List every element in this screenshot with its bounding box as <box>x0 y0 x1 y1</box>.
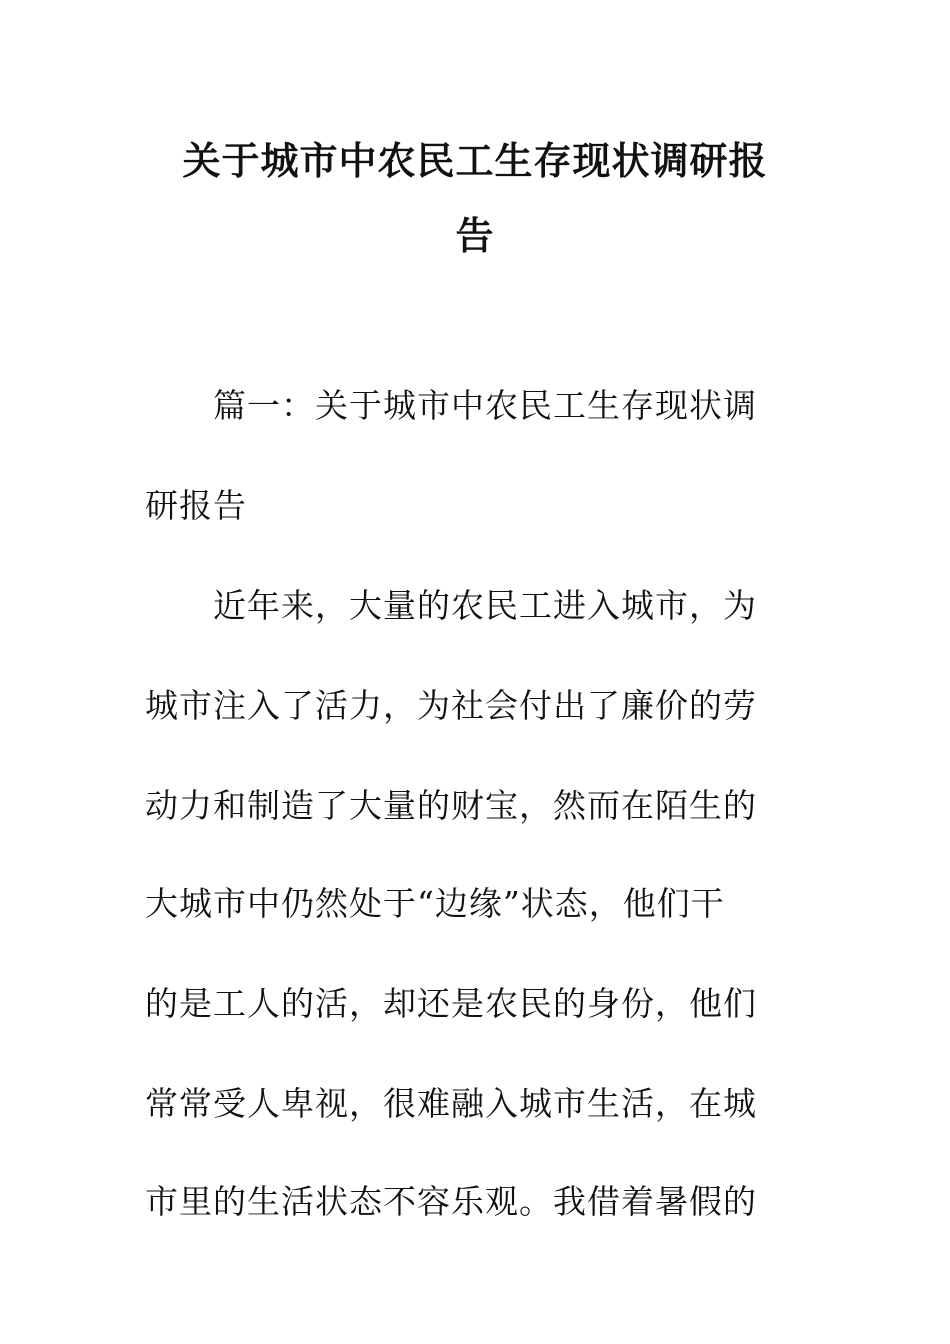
document-title-line-1: 关于城市中农民工生存现状调研报 <box>182 139 768 183</box>
body-paragraph-line: 常常受人卑视，很难融入城市生活，在城 <box>145 1084 757 1123</box>
body-paragraph-line: 大城市中仍然处于“边缘”状态，他们干 <box>145 884 725 923</box>
section-heading-line-2: 研报告 <box>145 486 247 525</box>
document-title-line-2: 告 <box>455 214 495 258</box>
body-paragraph-line: 动力和制造了大量的财宝，然而在陌生的 <box>145 786 757 825</box>
body-paragraph-line: 近年来，大量的农民工进入城市，为 <box>213 586 757 625</box>
body-paragraph-line: 的是工人的活，却还是农民的身份，他们 <box>145 984 757 1023</box>
body-paragraph-line: 城市注入了活力，为社会付出了廉价的劳 <box>145 686 757 725</box>
body-paragraph-line: 市里的生活状态不容乐观。我借着暑假的 <box>145 1182 757 1221</box>
section-heading-line-1: 篇一：关于城市中农民工生存现状调 <box>213 386 757 425</box>
